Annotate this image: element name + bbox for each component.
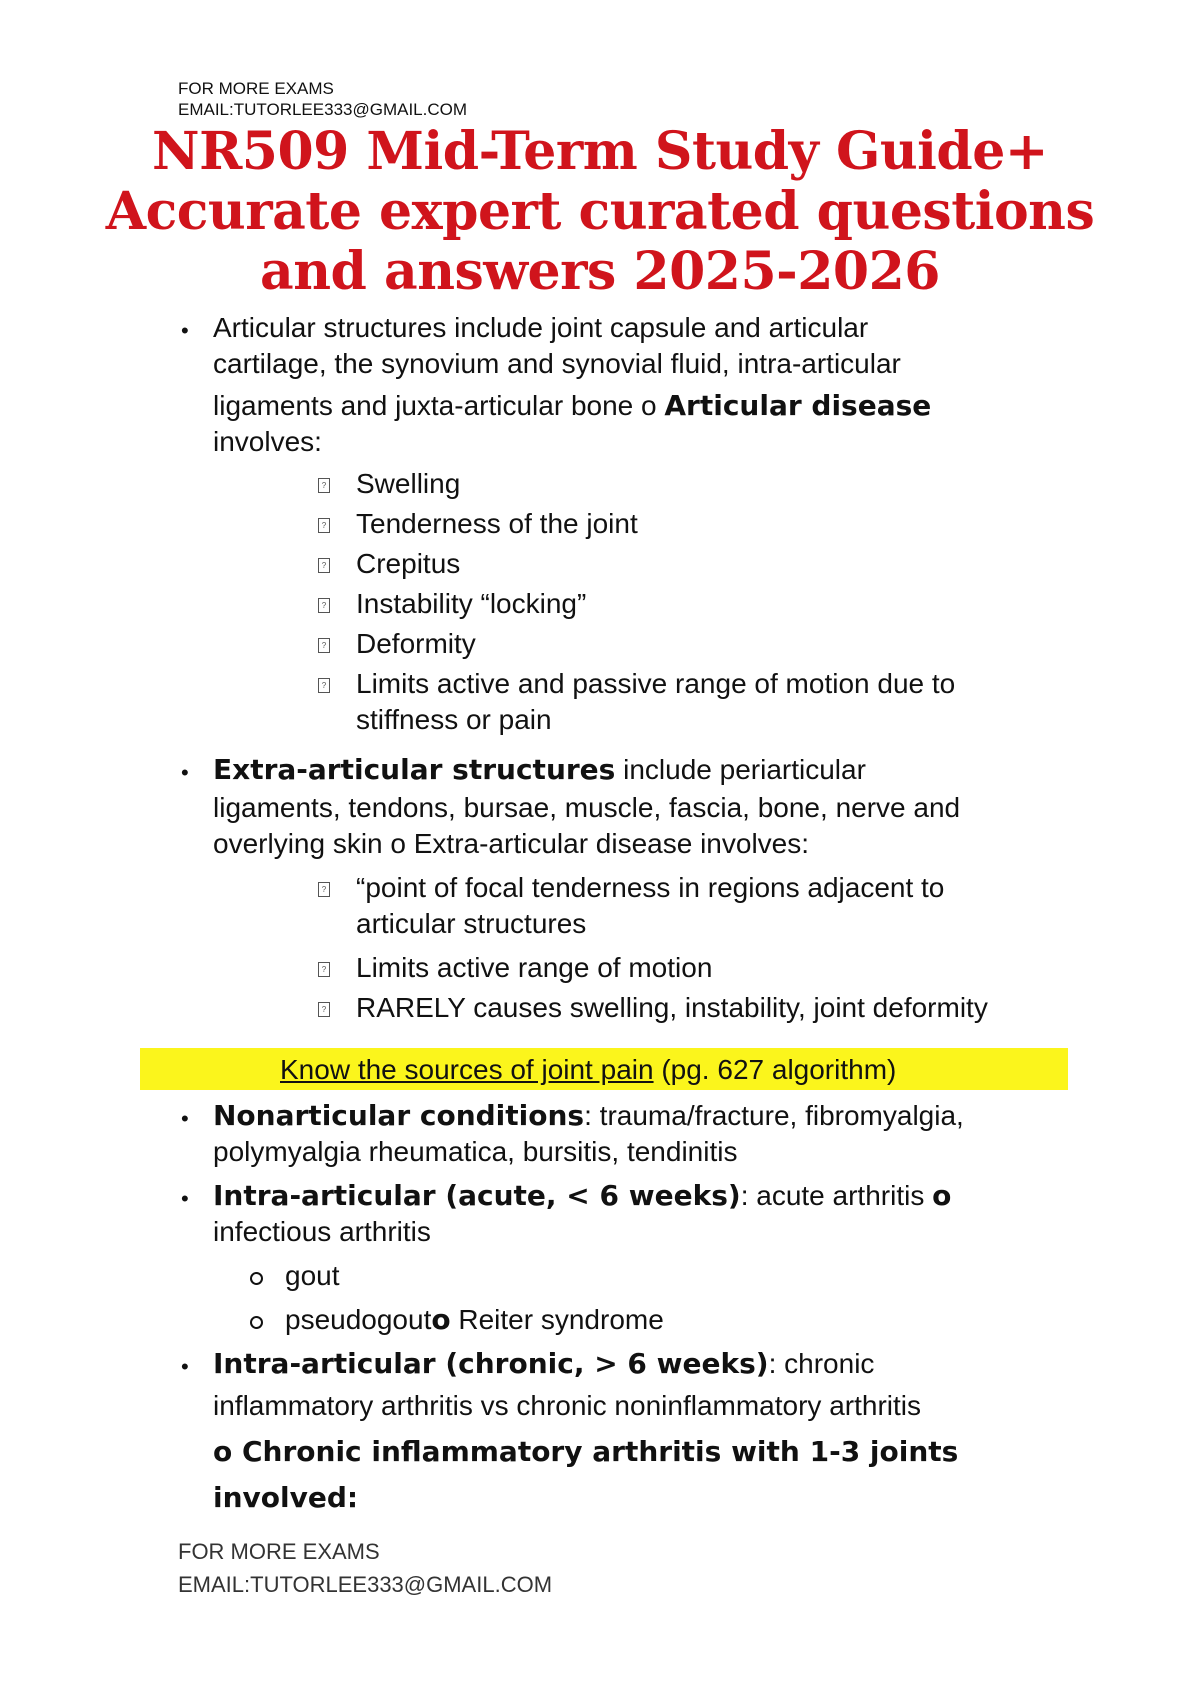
joint-pain-heading xyxy=(280,1052,896,1088)
nonarticular-line-1-text: : trauma/fracture, fibromyalgia, xyxy=(584,1100,964,1131)
intra-acute-marker: o xyxy=(932,1179,952,1212)
extra-line-1-text: include periarticular xyxy=(615,754,866,785)
articular-line-4: involves: xyxy=(213,426,322,457)
extra-item-cont: articular structures xyxy=(356,908,587,939)
nonarticular-term: Nonarticular conditions xyxy=(213,1099,585,1132)
articular-item: Swelling xyxy=(356,468,461,499)
articular-item-cont: stiffness or pain xyxy=(356,704,552,735)
articular-item: Crepitus xyxy=(356,548,461,579)
pseudogout-marker: o xyxy=(431,1303,451,1336)
footer-email: EMAIL:TUTORLEE333@GMAIL.COM xyxy=(178,1572,553,1597)
intra-chronic-term: Intra-articular (chronic, > 6 weeks) xyxy=(213,1347,769,1380)
extra-articular-term: Extra-articular structures xyxy=(213,753,616,786)
square-bullet-icon: ? xyxy=(318,1002,330,1017)
articular-item: Deformity xyxy=(356,628,476,659)
intra-chronic-line-1-text: : chronic xyxy=(768,1348,875,1379)
articular-disease-term: Articular disease xyxy=(664,389,932,422)
circle-bullet-icon xyxy=(250,1272,263,1285)
footer-contact xyxy=(178,1535,552,1601)
header-email: EMAIL:TUTORLEE333@GMAIL.COM xyxy=(178,100,468,119)
square-bullet-icon: ? xyxy=(318,478,330,493)
extra-item: “point of focal tenderness in regions adjacent to xyxy=(356,872,945,903)
bullet-dot: • xyxy=(181,1186,189,1211)
title-line-1: NR509 Mid-Term Study Guide+ xyxy=(152,121,1048,182)
bullet-dot: • xyxy=(181,1106,189,1131)
intra-chronic-line-2: inflammatory arthritis vs chronic noninflammatory arthritis xyxy=(213,1390,921,1421)
bullet-dot: • xyxy=(181,1354,189,1379)
reiter-text: Reiter syndrome xyxy=(450,1304,664,1335)
header-line-1: FOR MORE EXAMS xyxy=(178,79,334,98)
intra-chronic-line-1 xyxy=(213,1346,874,1382)
articular-item: Tenderness of the joint xyxy=(356,508,638,539)
articular-line-3 xyxy=(213,388,931,424)
square-bullet-icon: ? xyxy=(318,678,330,693)
title-line-3: and answers 2025-2026 xyxy=(260,241,940,302)
extra-item: Limits active range of motion xyxy=(356,952,713,983)
intra-acute-line-1-text: : acute arthritis xyxy=(740,1180,933,1211)
square-bullet-icon: ? xyxy=(318,518,330,533)
extra-item: RARELY causes swelling, instability, joint deformity xyxy=(356,992,988,1023)
header-contact xyxy=(178,78,467,120)
articular-item: Limits active and passive range of motion due to xyxy=(356,668,956,699)
intra-acute-sub: gout xyxy=(285,1260,340,1291)
square-bullet-icon: ? xyxy=(318,962,330,977)
square-bullet-icon: ? xyxy=(318,598,330,613)
nonarticular-line-1 xyxy=(213,1098,964,1134)
intra-chronic-line-3: o Chronic inflammatory arthritis with 1-3 joints xyxy=(213,1435,959,1468)
intra-acute-line-1 xyxy=(213,1178,951,1214)
intra-acute-term: Intra-articular (acute, < 6 weeks) xyxy=(213,1179,741,1212)
square-bullet-icon: ? xyxy=(318,558,330,573)
algorithm-reference: (pg. 627 algorithm) xyxy=(653,1054,897,1085)
articular-line-2: cartilage, the synovium and synovial fluid, intra-articular xyxy=(213,348,901,379)
articular-line-1: Articular structures include joint capsule and articular xyxy=(213,312,869,343)
articular-item: Instability “locking” xyxy=(356,588,587,619)
circle-bullet-icon xyxy=(250,1316,263,1329)
bullet-dot: • xyxy=(181,760,189,785)
footer-line-1: FOR MORE EXAMS xyxy=(178,1539,380,1564)
title-line-2: Accurate expert curated questions xyxy=(105,181,1095,242)
nonarticular-line-2: polymyalgia rheumatica, bursitis, tendinitis xyxy=(213,1136,738,1167)
document-title xyxy=(100,122,1100,302)
articular-line-3-text: ligaments and juxta-articular bone o xyxy=(213,390,665,421)
intra-acute-line-2: infectious arthritis xyxy=(213,1216,431,1247)
square-bullet-icon: ? xyxy=(318,638,330,653)
intra-chronic-line-4: involved: xyxy=(213,1481,359,1514)
extra-line-2: ligaments, tendons, bursae, muscle, fascia, bone, nerve and xyxy=(213,792,961,823)
joint-pain-link[interactable]: Know the sources of joint pain xyxy=(280,1054,654,1085)
intra-acute-sub xyxy=(285,1302,664,1338)
bullet-dot: • xyxy=(181,318,189,343)
extra-line-3: overlying skin o Extra-articular disease involves: xyxy=(213,828,810,859)
pseudogout-text: pseudogout xyxy=(285,1304,432,1335)
square-bullet-icon: ? xyxy=(318,882,330,897)
extra-line-1 xyxy=(213,752,866,788)
